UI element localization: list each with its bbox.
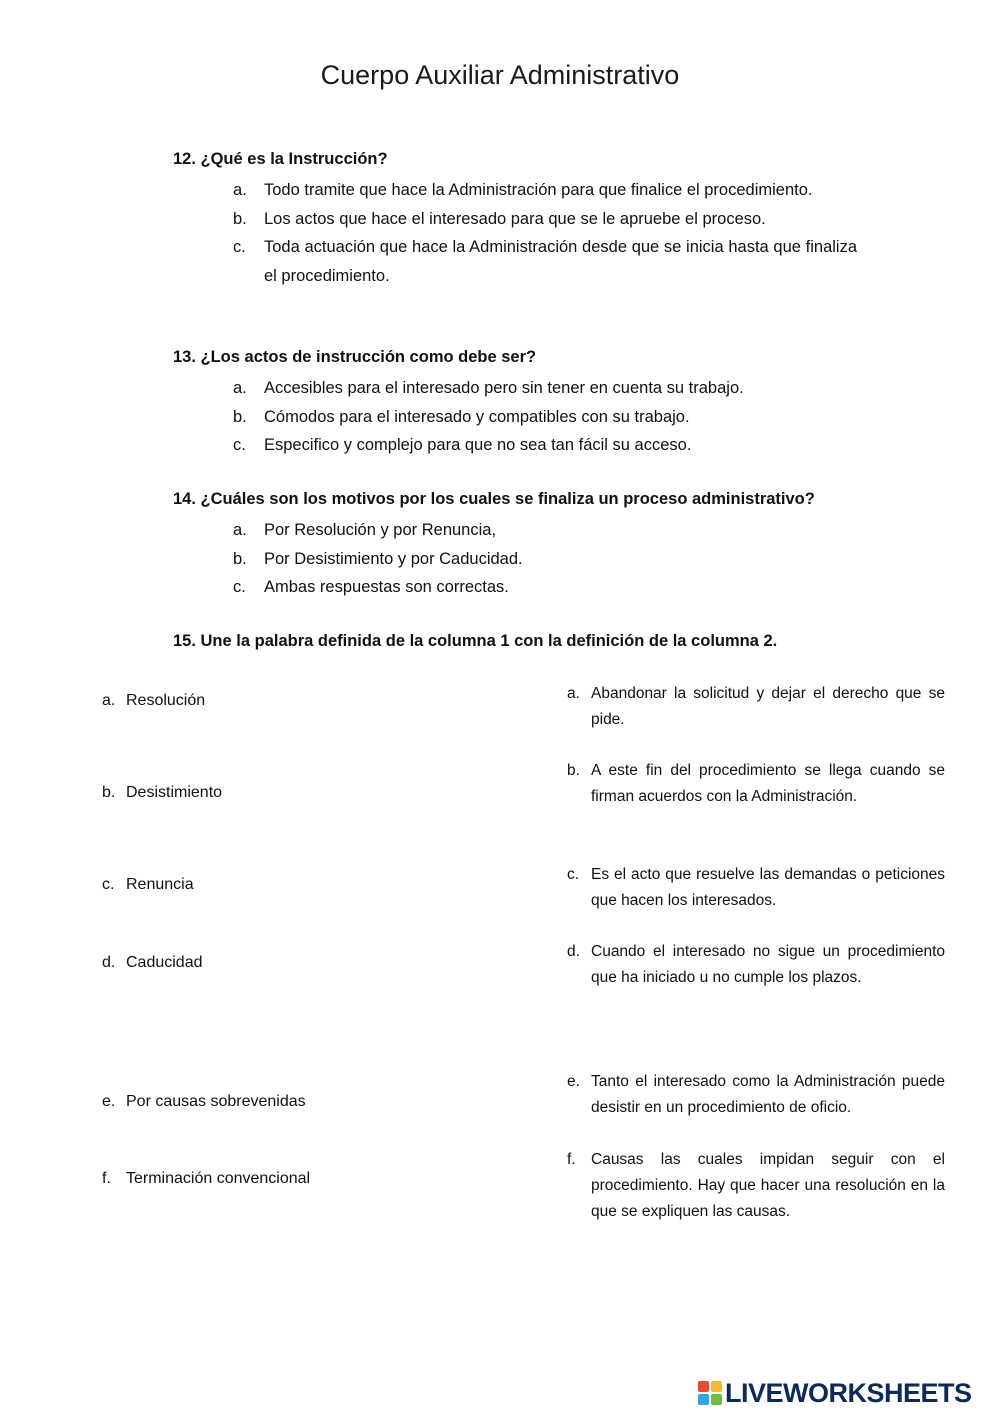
question-14	[173, 486, 857, 602]
option-letter: c.	[233, 238, 246, 256]
term-text: Por causas sobrevenidas	[126, 1093, 306, 1110]
definition-text: Cuando el interesado no sigue un procedimiento que ha iniciado u no cumple los plazos.	[591, 943, 945, 986]
question-title: 13. ¿Los actos de instrucción como debe ser?	[173, 348, 537, 366]
definition-letter: d.	[567, 943, 580, 960]
answer-option[interactable]	[173, 545, 857, 574]
definition-letter: e.	[567, 1073, 580, 1090]
answer-option[interactable]	[173, 205, 857, 234]
option-text: Toda actuación que hace la Administración desde que se inicia hasta que finaliza el procedimiento.	[264, 238, 857, 285]
definition-text: Tanto el interesado como la Administración puede desistir en un procedimiento de oficio.	[591, 1073, 945, 1116]
answer-option[interactable]	[173, 573, 857, 602]
term-letter: c.	[102, 876, 115, 893]
logo-text: LIVEWORKSHEETS	[725, 1377, 972, 1408]
option-text: Por Desistimiento y por Caducidad.	[264, 549, 523, 568]
match-term[interactable]	[102, 876, 194, 894]
option-letter: c.	[233, 578, 246, 596]
match-term[interactable]	[102, 1170, 310, 1188]
term-letter: e.	[102, 1093, 116, 1110]
option-text: Accesibles para el interesado pero sin tener en cuenta su trabajo.	[264, 379, 744, 397]
question-title: 14. ¿Cuáles son los motivos por los cuales se finaliza un proceso administrativo?	[173, 490, 815, 508]
question-12	[173, 146, 857, 290]
answer-option[interactable]	[173, 516, 857, 545]
match-term[interactable]	[102, 954, 203, 972]
answer-option[interactable]	[173, 403, 857, 432]
question-title: 15. Une la palabra definida de la columna 1 con la definición de la columna 2.	[173, 632, 778, 650]
option-text: Por Resolución y por Renuncia,	[264, 521, 497, 539]
page-title: Cuerpo Auxiliar Administrativo	[320, 60, 680, 90]
question-13	[173, 344, 857, 460]
match-definition[interactable]	[567, 681, 945, 733]
answer-option[interactable]	[173, 374, 857, 403]
match-definition[interactable]	[567, 1069, 945, 1121]
answer-option[interactable]	[173, 176, 857, 205]
term-text: Renuncia	[126, 876, 194, 893]
term-text: Desistimiento	[126, 784, 223, 801]
definition-letter: b.	[567, 762, 580, 779]
definition-text: Causas las cuales impidan seguir con el procedimiento. Hay que hacer una resolución en la que se expliquen las causas.	[591, 1151, 945, 1220]
option-text: Especifico y complejo para que no sea tan fácil su acceso.	[264, 436, 692, 454]
match-definition[interactable]	[567, 939, 945, 991]
match-term[interactable]	[102, 692, 205, 710]
term-text: Terminación convencional	[126, 1170, 311, 1187]
option-letter: b.	[233, 407, 247, 426]
match-term[interactable]	[102, 784, 222, 802]
option-letter: a.	[233, 521, 247, 539]
liveworksheets-logo	[698, 1376, 994, 1410]
option-text: Ambas respuestas son correctas.	[264, 578, 509, 596]
definition-letter: c.	[567, 866, 580, 883]
question-title: 12. ¿Qué es la Instrucción?	[173, 150, 388, 168]
logo-mark-icon	[698, 1381, 722, 1405]
match-definition[interactable]	[567, 862, 945, 914]
match-definition[interactable]	[567, 1147, 945, 1225]
logo-square	[711, 1381, 722, 1392]
term-letter: f.	[102, 1170, 111, 1187]
term-letter: d.	[102, 954, 116, 971]
option-letter: a.	[233, 181, 247, 199]
option-text: Cómodos para el interesado y compatibles con su trabajo.	[264, 407, 690, 426]
term-letter: a.	[102, 692, 116, 709]
logo-square	[698, 1394, 709, 1405]
term-text: Caducidad	[126, 954, 203, 971]
definition-letter: f.	[567, 1151, 576, 1168]
question-15	[173, 628, 873, 658]
definition-letter: a.	[567, 685, 580, 702]
option-text: Los actos que hace el interesado para que se le apruebe el proceso.	[264, 209, 766, 228]
match-definition[interactable]	[567, 758, 945, 810]
option-letter: b.	[233, 549, 247, 568]
option-text: Todo tramite que hace la Administración para que finalice el procedimiento.	[264, 181, 813, 199]
definition-text: Abandonar la solicitud y dejar el derecho que se pide.	[591, 685, 945, 728]
answer-option[interactable]	[173, 233, 857, 290]
term-text: Resolución	[126, 692, 206, 709]
definition-text: A este fin del procedimiento se llega cuando se firman acuerdos con la Administración.	[591, 762, 945, 805]
definition-text: Es el acto que resuelve las demandas o peticiones que hacen los interesados.	[591, 866, 945, 909]
logo-square	[698, 1381, 709, 1392]
option-letter: c.	[233, 436, 246, 454]
term-letter: b.	[102, 784, 116, 801]
option-letter: b.	[233, 209, 247, 228]
answer-option[interactable]	[173, 431, 857, 460]
match-term[interactable]	[102, 1093, 306, 1111]
option-letter: a.	[233, 379, 247, 397]
logo-square	[711, 1394, 722, 1405]
